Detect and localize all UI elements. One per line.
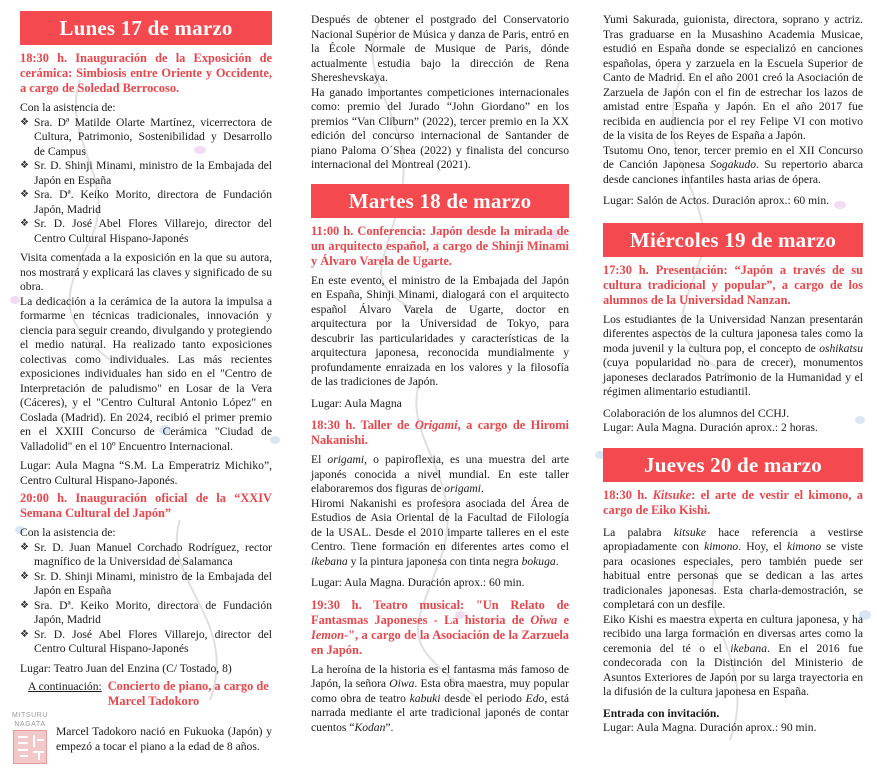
event-place: Lugar: Aula Magna “S.M. La Emperatriz Michiko”, Centro Cultural Hispano-Japonés.: [20, 459, 272, 487]
text: se viste para ocasiones especiales, pero también puede ser habitual entre personas que se dedican a las artes tradicionales japonesas. Esta charla-demostración, se completará con un desfile.: [603, 540, 863, 611]
emphasis: kabuki: [409, 691, 441, 705]
attendee-item: ❖ Sr. D. José Abel Flores Villarejo, director del Centro Cultural Hispano-Japonés: [20, 217, 272, 246]
pianist-bio-row: [12, 711, 272, 764]
invitation-note: Entrada con invitación.: [603, 706, 720, 720]
seal-artist-name-2: NAGATA: [14, 721, 46, 728]
collaboration-note: Colaboración de los alumnos del CCHJ.: [603, 406, 790, 420]
instructor-bio: [311, 497, 569, 570]
text: La palabra: [603, 525, 674, 539]
text: Los estudiantes de la Universidad Nanzan presentarán diferentes aspectos de la cultura japonesa tales como la moda juvenil y la cultura pop, el concepto de: [603, 312, 863, 355]
text: .: [481, 482, 484, 495]
concert-title: Concierto de piano, a cargo de Marcel Tadokoro: [107, 679, 269, 708]
tenor-bio: [603, 144, 863, 188]
text: . Hoy, el: [738, 540, 788, 553]
seal-artist-name-1: MITSURU: [12, 712, 49, 719]
emphasis: kimono: [704, 540, 739, 553]
column-wednesday-thursday: [603, 0, 863, 736]
exhibition-description: Visita comentada a la exposición en la que su autora, nos mostrará y explicará las claves y significado de su obra.: [20, 251, 272, 293]
event-title-presentation: 17:30 h. Presentación: “Japón a través de su cultura tradicional y popular”, a cargo de los alumnos de la Universidad Nanzan.: [603, 262, 863, 307]
title-emphasis: Iemon: [311, 627, 345, 642]
text: ”.: [385, 720, 394, 734]
text: , o papiroflexia, es una muestra del arte japonés conocida a nivel mundial. En este taller elaboraremos dos figuras de: [311, 453, 570, 495]
soprano-bio: Yumi Sakurada, guionista, directora, soprano y actriz. Tras graduarse en la Musashino Academia Musicae, estudió en España donde se especializó en canciones españolas, ópera y zarzuela en la Escuela Superior de Canto de Madrid. En el año 2001 creó la Asociación de Zarzuela de Japón con el fin de estrechar los lazos de amistad entre España y Japón. En el año 2017 fue recibida en audiencia por el rey Felipe VI con motivo de la visita de los Reyes de España a Japón.: [603, 13, 863, 142]
emphasis: oshikatsu: [819, 341, 863, 355]
presentation-description: [603, 313, 863, 400]
event-title-origami: [311, 418, 569, 448]
conference-description: En este evento, el ministro de la Embajada del Japón en España, Shinji Minami, dialogará con el arquitecto español Álvaro Varela de Ugarte, doctor en arquitectura por la Universidad de Tokyo, para descubrir las particularidades y características de la arquitectura japonesa, reconocida mundialmente y profundamente enraizada en los valores y la filosofía de las tradiciones de Japón.: [311, 273, 569, 388]
text: . Esta obra maestra, muy popular como obra de teatro: [311, 677, 569, 705]
text: (cuya popularidad no para de crecer), monumentos japoneses declarados Patrimonio de la Humanidad y el régimen alimentario estudiantil.: [603, 356, 863, 398]
text: , está narrada mediante el arte tradicional japonés de contar cuentos “: [311, 691, 569, 734]
attendee-item: ❖ Sr. D. Juan Manuel Corchado Rodríguez, rector magnífico de la Universidad de Salamanca: [20, 541, 272, 570]
attendance-label: Con la asistencia de:: [20, 101, 116, 114]
kitsuke-description: [603, 526, 863, 613]
artist-seal: [12, 711, 48, 764]
day-header-wednesday: Miércoles 19 de marzo: [603, 223, 863, 257]
event-title-conference: 11:00 h. Conferencia: Japón desde la mirada de un arquitecto español, a cargo de Shinji Minami y Álvaro Varela de Ugarte.: [311, 223, 569, 268]
origami-description: [311, 453, 569, 497]
event-place: Lugar: Teatro Juan del Enzina (C/ Tostado, 8): [20, 661, 232, 675]
emphasis: Edo: [525, 691, 545, 705]
text: El: [311, 453, 328, 466]
emphasis: Kodan: [354, 720, 386, 734]
attendee-item: ❖ Sr. D. Shinji Minami, ministro de la Embajada del Japón en España: [20, 570, 272, 599]
text: .: [555, 554, 559, 568]
event-title-inauguration: 20:00 h. Inauguración oficial de la “XXIV Semana Cultural del Japón”: [20, 491, 272, 520]
pianist-bio: Marcel Tadokoro nació en Fukuoka (Japón) y empezó a tocar el piano a la edad de 8 años.: [56, 725, 272, 753]
emphasis: kimono: [787, 540, 822, 553]
event-place: Lugar: Aula Magna: [311, 396, 402, 410]
attendee-item: ❖ Sr. D. José Abel Flores Villarejo, director del Centro Cultural Hispano-Japonés: [20, 628, 272, 657]
title-text: , a cargo de Hiromi Nakanishi.: [311, 418, 569, 447]
title-text: 18:30 h.: [603, 487, 653, 502]
title-emphasis: Kitsuke: [652, 487, 692, 502]
theatre-description: [311, 663, 569, 736]
emphasis: Oiwa: [389, 677, 415, 690]
text: y la pintura japonesa con tinta negra: [347, 554, 522, 568]
day-header-thursday: Jueves 20 de marzo: [603, 448, 863, 482]
day-header-tuesday: Martes 18 de marzo: [311, 184, 569, 218]
attendance-label: Con la asistencia de:: [20, 526, 116, 539]
emphasis: origami: [444, 482, 482, 495]
text: . Su repertorio abarca desde canciones infantiles hasta arias de ópera.: [603, 158, 863, 186]
text: . En el 2016 fue condecorada con la Distinción del Ministerio de Asuntos Exteriores de Japón por su larga trayectoria en la difusión de la cultura japonesa en España.: [603, 641, 863, 698]
title-text: 18:30 h. Taller de: [311, 418, 415, 432]
text: La heroína de la historia es el fantasma más famoso de Japón, la señora: [311, 662, 569, 690]
text: hace referencia a vestirse apropiadamente con: [603, 525, 863, 553]
event-place: Lugar: Aula Magna. Duración aprox.: 60 min.: [311, 576, 525, 589]
title-text: -", a cargo de la Asociación de la Zarzuela en Japón.: [311, 627, 569, 657]
text: Tsutomu Ono, tenor, tercer premio en el XII Concurso de Canción Japonesa: [603, 143, 863, 171]
column-monday: [12, 0, 272, 764]
attendee-item: ❖ Sra. Dª Matilde Olarte Martínez, vicerrectora de Cultura, Patrimonio, Sostenibilidad y Desarrollo de Campus: [20, 116, 272, 160]
event-place: Lugar: Aula Magna. Duración aprox.: 90 min.: [603, 721, 817, 734]
title-text: : el arte de vestir el kimono, a cargo de Eiko Kishi.: [603, 487, 864, 517]
emphasis: ikebana: [311, 554, 348, 568]
emphasis: ikebana: [730, 641, 767, 655]
seal-stamp-icon: [13, 730, 47, 764]
attendee-list: [20, 541, 272, 657]
attendee-list: [20, 116, 272, 247]
attendee-item: ❖ Sra. Dª. Keiko Morito, directora de Fundación Japón, Madrid: [20, 188, 272, 217]
attendee-item: ❖ Sr. D. Shinji Minami, ministro de la Embajada del Japón en España: [20, 159, 272, 188]
title-text: 19:30 h. Teatro musical: "Un Relato de Fantasmas Japoneses - La historia de: [311, 597, 569, 627]
speaker-bio: [603, 613, 863, 700]
text: desde el periodo: [440, 691, 526, 705]
emphasis: bokuga: [521, 554, 556, 568]
title-emphasis: Origami: [414, 418, 458, 432]
text: Eiko Kishi es maestra experta en cultura japonesa, y ha recibido una larga formación en diversas artes como la ceremonia del té o el: [603, 612, 863, 655]
text: Hiromi Nakanishi es profesora asociada del Área de Estudios de Asia Oriental de la Facultad de Filología de la USAL. Desde el 2010 imparte talleres en el este Centro. Tiene formación en diferentes artes como el: [311, 496, 569, 553]
emphasis: kitsuke: [673, 525, 706, 539]
event-place: Lugar: Salón de Actos. Duración aprox.: 60 min.: [603, 194, 830, 207]
title-emphasis: Oiwa: [530, 612, 558, 627]
event-title-theatre: [311, 598, 569, 658]
event-title-kitsuke: [603, 488, 863, 518]
pianist-education: Después de obtener el postgrado del Conservatorio Nacional Superior de Música y danza de Paris, entró en la École Normale de Musique de Paris, dónde actualmente estudia bajo la dirección de Rena Shereshevskaya.: [311, 13, 569, 84]
title-text: e: [557, 612, 569, 627]
emphasis: Sogakudo: [710, 158, 757, 171]
pianist-awards: Ha ganado importantes competiciones internacionales como: premio del Jurado “John Giordano” en los premios “Van Cliburn” (2022), tercer premio en la XX edición del concurso internacional de Santander de piano Paloma O´Shea (2022) y finalista del concurso internacional del Montreal (2021).: [311, 85, 569, 171]
attendee-item: ❖ Sra. Dª. Keiko Morito, directora de Fundación Japón, Madrid: [20, 599, 272, 628]
emphasis: origami: [327, 453, 365, 466]
column-tuesday: [311, 0, 569, 735]
event-title-exhibition: 18:30 h. Inauguración de la Exposición de cerámica: Simbiosis entre Oriente y Occidente, a cargo de Soledad Berrocoso.: [20, 51, 272, 95]
concert-announcement: [20, 679, 272, 709]
artist-bio: La dedicación a la cerámica de la autora la impulsa a formarme en técnicas tradicionales, innovación y ciencia para seguir creando, divulgando y protegiendo el medio natural. Ha realizado tanto exposiciones colectivas como individuales. Las más recientes exposiciones individuales han sido en el "Centro de Interpretación de paludismo" en Losar de la Vera (Cáceres), y el "Centro Cultural Antonio López" en Coslada (Madrid). En 2024, recibió el primer premio en el XXIII Concurso de Cerámica "Ciudad de Valladolid" en el 10º Encuentro Internacional.: [20, 294, 272, 453]
event-place: Lugar: Aula Magna. Duración aprox.: 2 horas.: [603, 421, 818, 434]
day-header-monday: Lunes 17 de marzo: [20, 11, 272, 45]
continuation-label: A continuación:: [28, 680, 102, 693]
